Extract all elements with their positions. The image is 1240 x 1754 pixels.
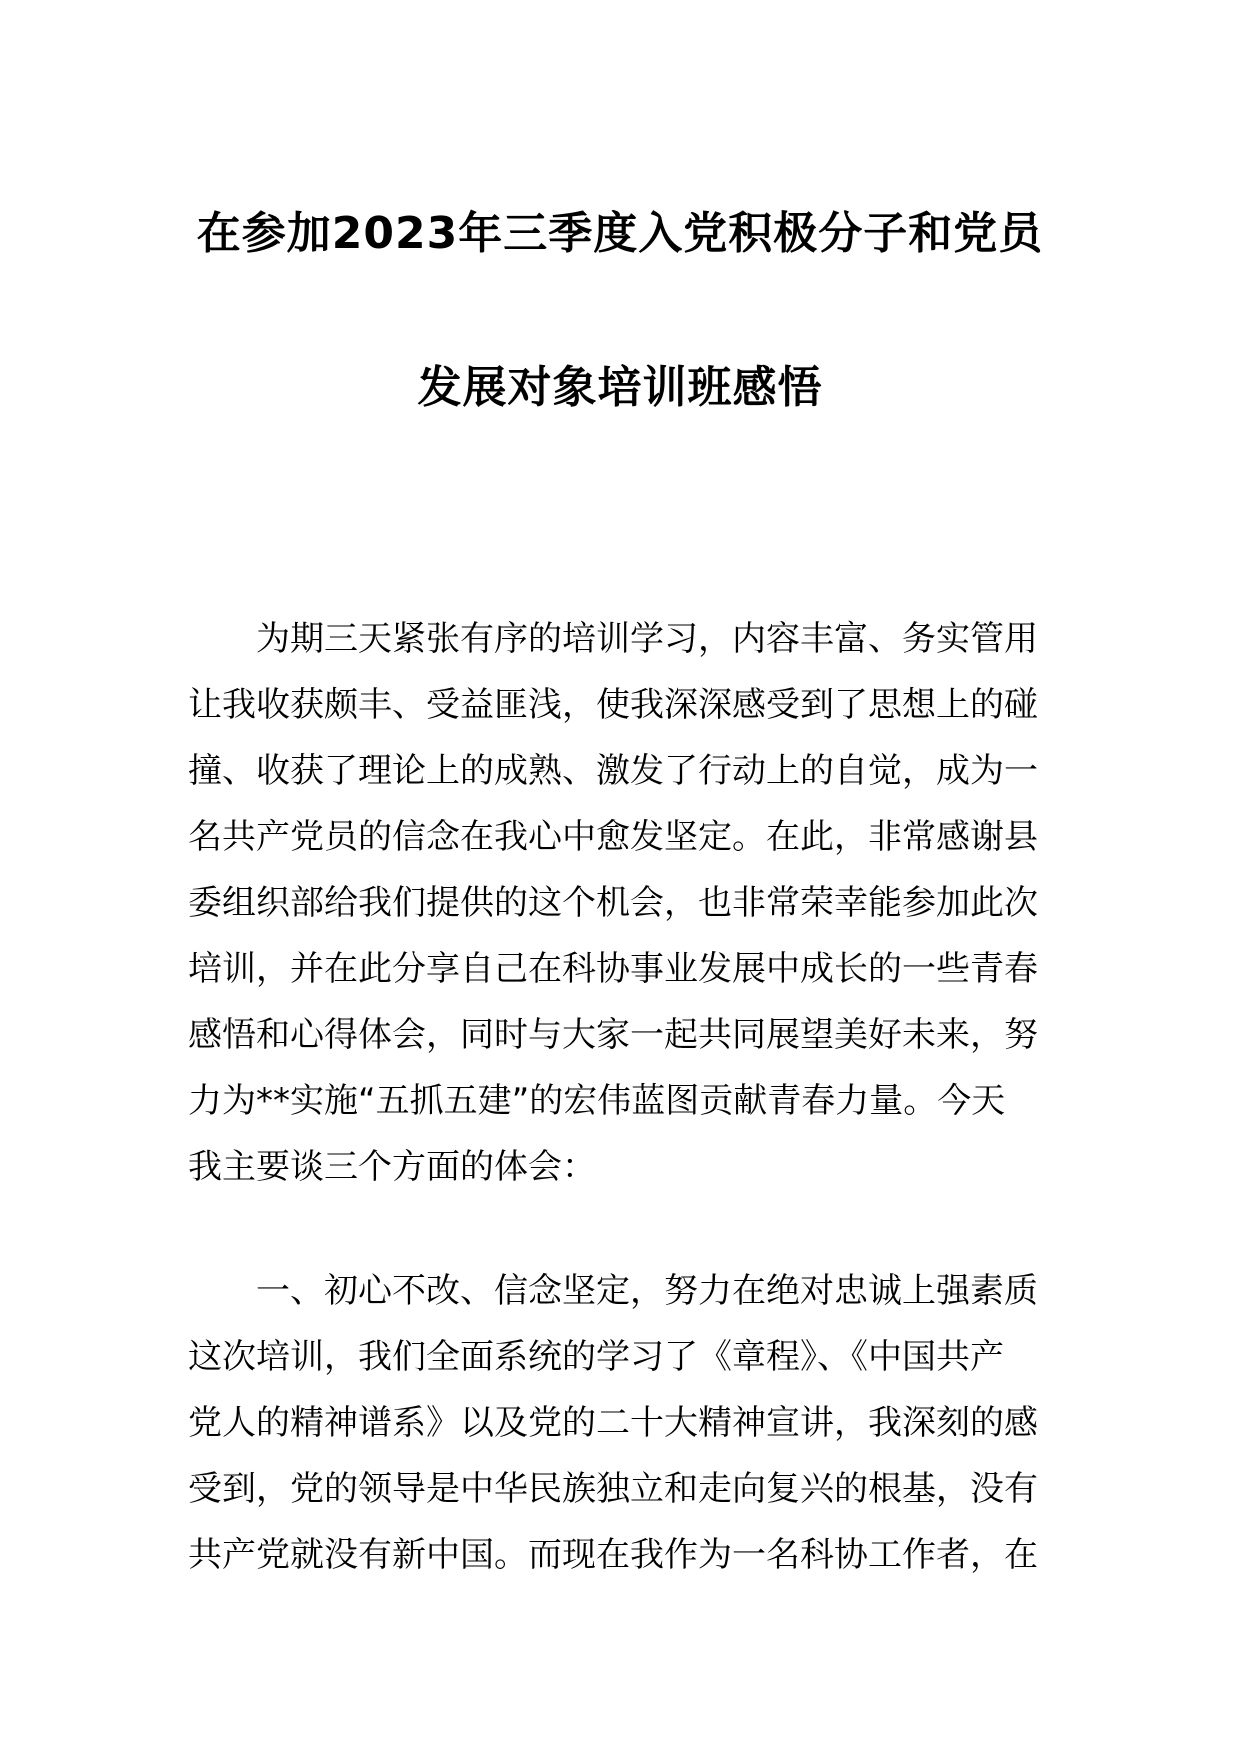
- document-title-line-2: 发展对象培训班感悟: [417, 362, 823, 413]
- paragraph-line: 力为**实施“五抓五建”的宏伟蓝图贡献青春力量。今天: [188, 1081, 1006, 1121]
- paragraph-intro: [188, 606, 1048, 1200]
- paragraph-line: 这次培训，我们全面系统的学习了《章程》、《中国共产: [188, 1337, 1004, 1377]
- paragraph-line: 培训，并在此分享自己在科协事业发展中成长的一些青春: [188, 949, 1038, 989]
- paragraph-line: 我主要谈三个方面的体会：: [188, 1147, 596, 1187]
- paragraph-line: 感悟和心得体会，同时与大家一起共同展望美好未来，努: [188, 1015, 1038, 1055]
- document-title-line-1: 在参加2023年三季度入党积极分子和党员: [196, 208, 1044, 259]
- paragraph-line: 党人的精神谱系》以及党的二十大精神宣讲，我深刻的感: [188, 1403, 1038, 1443]
- paragraph-line: 共产党就没有新中国。而现在我作为一名科协工作者，在: [188, 1535, 1038, 1575]
- paragraph-line: 名共产党员的信念在我心中愈发坚定。在此，非常感谢县: [188, 817, 1038, 857]
- paragraph-line: 委组织部给我们提供的这个机会，也非常荣幸能参加此次: [188, 883, 1038, 923]
- paragraph-line: 让我收获颇丰、受益匪浅，使我深深感受到了思想上的碰: [188, 685, 1038, 725]
- section-heading-line: 一、初心不改、信念坚定，努力在绝对忠诚上强素质: [256, 1271, 1038, 1311]
- paragraph-line: 撞、收获了理论上的成熟、激发了行动上的自觉，成为一: [188, 751, 1038, 791]
- paragraph-section-one: [188, 1258, 1048, 1588]
- paragraph-line: 受到，党的领导是中华民族独立和走向复兴的根基，没有: [188, 1469, 1038, 1509]
- paragraph-line: 为期三天紧张有序的培训学习，内容丰富、务实管用: [256, 619, 1038, 659]
